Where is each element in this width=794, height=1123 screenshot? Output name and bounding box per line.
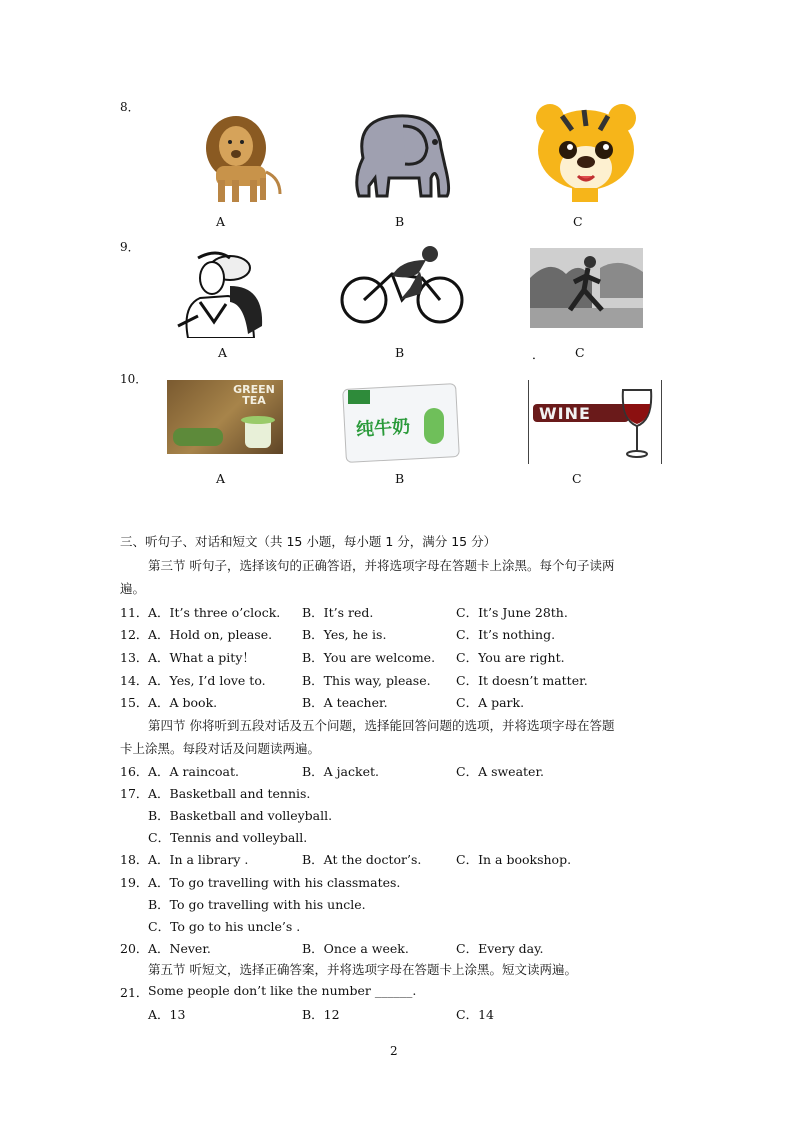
option-c[interactable]: C．Tennis and volleyball.: [148, 830, 308, 845]
elephant-icon: [343, 108, 461, 200]
option-b[interactable]: B．You are welcome.: [302, 650, 436, 665]
section-instructions: 第三节 听句子，选择该句的正确答语，并将选项字母在答题卡上涂黑。每个句子读两: [148, 558, 615, 573]
question-number: 14．: [120, 673, 149, 688]
milk-bag-icon: [340, 380, 460, 462]
option-letter: C: [575, 345, 585, 360]
option-letter: B: [395, 471, 405, 486]
option-c[interactable]: C．It doesn’t matter.: [456, 673, 588, 688]
section-heading: 三、听句子、对话和短文（共 15 小题，每小题 1 分，满分 15 分）: [120, 534, 497, 549]
option-b[interactable]: B．A teacher.: [302, 695, 388, 710]
question-number: 11．: [120, 605, 149, 620]
option-a[interactable]: A．What a pity！: [148, 650, 255, 665]
option-c[interactable]: C．It’s June 28th.: [456, 605, 568, 620]
wine-icon: [528, 380, 662, 464]
option-a[interactable]: A．A book.: [148, 695, 218, 710]
option-b[interactable]: B．To go travelling with his uncle.: [148, 897, 366, 912]
dot-mark: ．: [532, 347, 545, 362]
section-instructions: 第四节 你将听到五段对话及五个问题，选择能回答问题的选项，并将选项字母在答题: [148, 718, 615, 733]
option-letter: B: [395, 214, 405, 229]
option-c[interactable]: C．14: [456, 1007, 494, 1022]
question-number: 17．: [120, 786, 149, 801]
wine-label: WINE: [539, 404, 591, 423]
section-instructions: 第五节 听短文，选择正确答案，并将选项字母在答题卡上涂黑。短文读两遍。: [148, 962, 577, 977]
option-a[interactable]: A．A raincoat.: [148, 764, 239, 779]
question-number: 15．: [120, 695, 149, 710]
option-letter: A: [216, 214, 226, 229]
option-a[interactable]: A．Never.: [148, 941, 211, 956]
question-number: 16．: [120, 764, 149, 779]
question-number: 20．: [120, 941, 149, 956]
option-a[interactable]: A．In a library .: [148, 852, 249, 867]
option-letter: A: [218, 345, 228, 360]
cyclist-icon: [340, 244, 465, 326]
option-c[interactable]: C．A park.: [456, 695, 525, 710]
option-b[interactable]: B．This way, please.: [302, 673, 431, 688]
green-tea-icon: [167, 380, 283, 454]
section-instructions: 遍。: [120, 581, 146, 596]
option-b[interactable]: B．Basketball and volleyball.: [148, 808, 333, 823]
option-a[interactable]: A．13: [148, 1007, 186, 1022]
question-stem: Some people don’t like the number ______.: [148, 983, 417, 998]
page-number: 2: [390, 1044, 398, 1058]
tiger-icon: [532, 96, 640, 204]
option-b[interactable]: B．It’s red.: [302, 605, 374, 620]
runner-icon: [530, 248, 643, 328]
question-number: 13．: [120, 650, 149, 665]
option-c[interactable]: C．It’s nothing.: [456, 627, 556, 642]
hiker-icon: [168, 246, 274, 338]
option-c[interactable]: C．Every day.: [456, 941, 544, 956]
option-letter: C: [572, 471, 582, 486]
option-c[interactable]: C．You are right.: [456, 650, 565, 665]
question-number: 12．: [120, 627, 149, 642]
lion-icon: [188, 108, 284, 206]
question-number: 8．: [120, 100, 140, 114]
option-letter: A: [216, 471, 226, 486]
option-a[interactable]: A．Yes, I’d love to.: [148, 673, 266, 688]
milk-label: 纯牛奶: [355, 416, 411, 441]
option-b[interactable]: B．12: [302, 1007, 340, 1022]
green-tea-label: GREEN TEA: [233, 383, 275, 407]
question-number: 21．: [120, 985, 149, 1000]
question-number: 18．: [120, 852, 149, 867]
option-c[interactable]: C．In a bookshop.: [456, 852, 572, 867]
option-c[interactable]: C．To go to his uncle’s .: [148, 919, 301, 934]
option-b[interactable]: B．A jacket.: [302, 764, 379, 779]
question-number: 10．: [120, 372, 148, 386]
option-a[interactable]: A．Basketball and tennis.: [148, 786, 311, 801]
option-b[interactable]: B．Once a week.: [302, 941, 409, 956]
option-c[interactable]: C．A sweater.: [456, 764, 545, 779]
option-letter: C: [573, 214, 583, 229]
option-a[interactable]: A．Hold on, please.: [148, 627, 273, 642]
option-b[interactable]: B．At the doctor’s.: [302, 852, 422, 867]
option-a[interactable]: A．It’s three o’clock.: [148, 605, 281, 620]
option-b[interactable]: B．Yes, he is.: [302, 627, 387, 642]
section-instructions: 卡上涂黑。每段对话及问题读两遍。: [120, 741, 321, 756]
question-number: 9．: [120, 240, 140, 254]
option-letter: B: [395, 345, 405, 360]
question-number: 19．: [120, 875, 149, 890]
option-a[interactable]: A．To go travelling with his classmates.: [148, 875, 401, 890]
